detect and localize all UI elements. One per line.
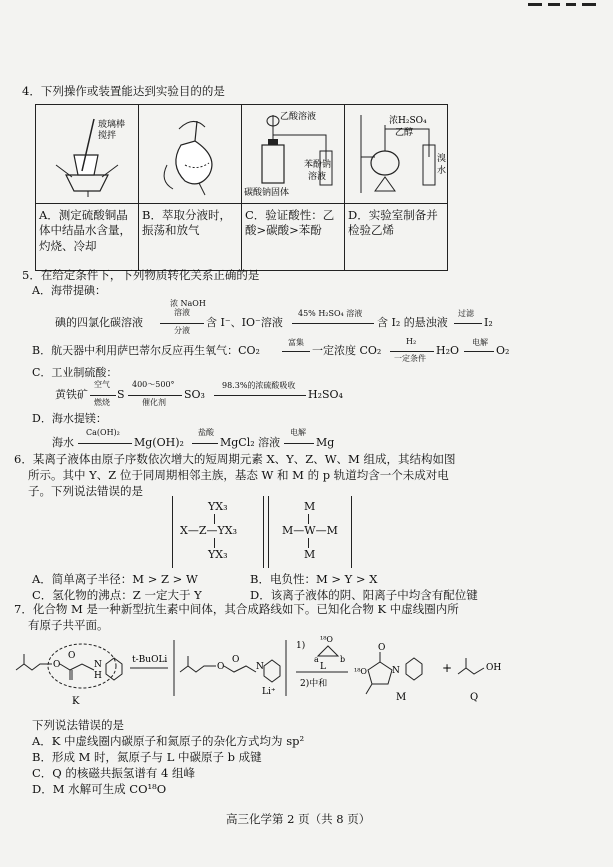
q4-stem: 4．下列操作或装置能达到实验目的的是	[22, 84, 225, 98]
svg-text:1): 1)	[296, 641, 306, 651]
anion-row: M—W—M	[282, 524, 338, 537]
svg-text:2)中和: 2)中和	[300, 679, 328, 689]
q6-stem-line3: 子。下列说法错误的是	[28, 484, 143, 498]
q5-d-arrow2-line	[192, 443, 218, 444]
anion-bond-down	[308, 538, 309, 548]
svg-text:¹⁸O: ¹⁸O	[320, 635, 333, 644]
q5-c-arrow2-top: 400～500°	[132, 380, 175, 389]
synthesis-scheme	[8, 634, 608, 714]
q7-question: 下列说法错误的是	[32, 718, 124, 732]
q5-d-arrow2-top: 盐酸	[198, 428, 214, 437]
svg-text:¹⁸O: ¹⁸O	[354, 667, 367, 676]
cation-top: YX₃	[208, 500, 228, 513]
svg-text:L: L	[320, 662, 326, 672]
anion-bond-up	[308, 514, 309, 524]
svg-text:O: O	[68, 651, 76, 661]
svg-text:t-BuOLi: t-BuOLi	[132, 655, 168, 665]
q5-a-end: I₂	[484, 316, 493, 329]
q5-b-mid: 一定浓度 CO₂	[312, 344, 382, 357]
q5-c-end: H₂SO₄	[308, 388, 343, 401]
q5-b-arrow2-top: H₂	[406, 337, 417, 346]
svg-text:b: b	[340, 655, 346, 664]
svg-text:Q: Q	[470, 692, 479, 703]
anion-top: M	[304, 500, 316, 513]
q4-option-c: C．验证酸性：乙酸>碳酸>苯酚	[242, 203, 345, 270]
q5-c-head: C．工业制硫酸：	[32, 366, 118, 379]
svg-text:M: M	[396, 692, 407, 703]
svg-text:搅拌: 搅拌	[98, 131, 117, 141]
q5-a-arrow2-line	[292, 323, 374, 324]
q6-option-a: A．简单离子半径：M > Z > W	[32, 572, 198, 586]
cation-bond-up	[214, 514, 215, 524]
q5-c-arrow3-line	[214, 395, 306, 396]
svg-text:溶液: 溶液	[308, 172, 327, 182]
q5-c-start: 黄铁矿	[55, 388, 88, 401]
q5-d-arrow3-line	[284, 443, 314, 444]
q6-stem-line2: 所示。其中 Y、Z 位于同周期相邻主族，基态 W 和 M 的 p 轨道均含一个未成对电	[28, 468, 449, 482]
q5-a-arrow1-line	[160, 323, 204, 324]
svg-text:溴: 溴	[437, 154, 447, 164]
svg-text:玻璃棒: 玻璃棒	[98, 120, 126, 130]
cation-bond-down	[214, 538, 215, 548]
q7-stem-line1: 7．化合物 M 是一种新型抗生素中间体，其合成路线如下。已知化合物 K 中虚线圈内所	[14, 602, 459, 616]
q4-option-b: B．萃取分液时，振荡和放气	[139, 203, 242, 270]
separatory-funnel-icon	[139, 105, 241, 199]
top-rule	[582, 3, 596, 6]
q5-b-arrow1: 富集	[288, 338, 304, 347]
q6-option-b: B．电负性：M > Y > X	[250, 572, 378, 586]
q5-c-s: S	[117, 388, 125, 401]
q5-d-mid: Mg(OH)₂	[134, 436, 184, 449]
cation-bottom: YX₃	[208, 548, 228, 561]
q5-a-mid: 含 I⁻、IO⁻溶液	[206, 316, 283, 329]
q7-option-d: D．M 水解可生成 CO¹⁸O	[32, 782, 167, 796]
q5-d-end: Mg	[316, 436, 335, 449]
q4-figure-b	[139, 105, 242, 204]
q5-a-arrow3-line	[454, 323, 482, 324]
svg-text:O: O	[232, 655, 240, 665]
q5-c-arrow1-bot: 燃烧	[94, 398, 110, 407]
crucible-apparatus-icon	[36, 105, 138, 199]
q5-stem: 5．在给定条件下，下列物质转化关系正确的是	[22, 268, 260, 282]
q6-option-d: D．该离子液体的阴、阳离子中均含有配位键	[250, 588, 478, 602]
q4-option-d: D．实验室制备并检验乙烯	[345, 203, 448, 270]
svg-text:OH: OH	[486, 663, 502, 673]
q7-option-a: A．K 中虚线圈内碳原子和氮原子的杂化方式均为 sp²	[32, 734, 305, 748]
q5-d-arrow1-top: Ca(OH)₂	[86, 428, 120, 437]
top-rule	[528, 3, 542, 6]
q5-a-arrow1-bot: 分液	[174, 326, 190, 335]
svg-text:a: a	[314, 655, 319, 664]
svg-text:O: O	[378, 643, 386, 653]
page-footer: 高三化学第 2 页（共 8 页）	[226, 812, 371, 826]
q5-c-arrow1-line	[90, 395, 116, 396]
cation-row: X—Z—YX₃	[180, 524, 237, 537]
q6-option-c: C．氢化物的沸点：Z 一定大于 Y	[32, 588, 202, 602]
q5-a-start: 碘的四氯化碳溶液	[55, 316, 143, 329]
q5-b-arrow1-line	[282, 351, 310, 352]
q5-b-end: O₂	[496, 344, 510, 357]
svg-text:O: O	[53, 660, 61, 670]
svg-text:苯酚钠: 苯酚钠	[304, 160, 332, 170]
q5-b-head: B．航天器中利用萨巴蒂尔反应再生氧气：CO₂	[32, 344, 260, 357]
q7-option-b: B．形成 M 时，氮原子与 L 中碳原子 b 成键	[32, 750, 262, 764]
svg-text:N: N	[256, 662, 264, 672]
q5-b-arrow2-line	[390, 351, 434, 352]
svg-text:乙酸溶液: 乙酸溶液	[280, 112, 317, 122]
svg-text:O: O	[217, 662, 225, 672]
svg-text:碳酸钠固体: 碳酸钠固体	[244, 188, 290, 198]
q7-option-c: C．Q 的核磁共振氢谱有 4 组峰	[32, 766, 196, 780]
svg-text:Li⁺: Li⁺	[262, 687, 276, 697]
top-rule	[566, 3, 576, 6]
anion-bottom: M	[304, 548, 316, 561]
q5-a-mid2: 含 I₂ 的悬浊液	[377, 316, 448, 329]
svg-text:K: K	[72, 696, 80, 707]
q4-figure-c	[242, 105, 345, 204]
q5-d-arrow3-top: 电解	[290, 428, 306, 437]
svg-text:浓H₂SO₄: 浓H₂SO₄	[389, 116, 427, 126]
svg-text:+: +	[442, 661, 453, 675]
acid-test-apparatus-icon	[242, 105, 344, 199]
q7-stem-line2: 有原子共平面。	[28, 618, 109, 632]
q4-figure-d	[345, 105, 448, 204]
q5-c-so3: SO₃	[184, 388, 205, 401]
q5-b-arrow3-line	[464, 351, 494, 352]
q5-b-arrow2-bot: 一定条件	[394, 354, 426, 363]
svg-text:乙醇: 乙醇	[395, 128, 414, 138]
q5-d-head: D．海水提镁：	[32, 412, 107, 425]
q5-d-mid2: MgCl₂ 溶液	[220, 436, 281, 449]
q5-a-arrow1-top1: 浓 NaOH	[170, 299, 206, 308]
q5-b-mid2: H₂O	[436, 344, 460, 357]
q6-stem-line1: 6．某离子液体由原子序数依次增大的短周期元素 X、Y、Z、W、M 组成，其结构如图	[14, 452, 456, 466]
q5-b-arrow3: 电解	[472, 338, 488, 347]
q4-option-a: A．测定硫酸铜晶体中结晶水含量，灼烧、冷却	[36, 203, 139, 270]
svg-text:N: N	[94, 660, 102, 670]
q5-a-arrow1-top2: 溶液	[174, 308, 190, 317]
q5-c-arrow3-top: 98.3%的浓硫酸吸收	[222, 381, 296, 390]
ethylene-prep-apparatus-icon	[345, 105, 447, 199]
q5-a-arrow3-top: 过滤	[458, 309, 474, 318]
q5-c-arrow1-top: 空气	[94, 380, 110, 389]
q5-d-arrow1-line	[78, 443, 132, 444]
q5-a-arrow2-top: 45% H₂SO₄ 溶液	[298, 309, 363, 318]
q4-figure-a	[36, 105, 139, 204]
svg-text:N: N	[392, 666, 400, 676]
q5-c-arrow2-bot: 催化剂	[142, 398, 166, 407]
q4-options-table	[35, 104, 448, 271]
top-rule	[548, 3, 560, 6]
q5-c-arrow2-line	[128, 395, 182, 396]
svg-text:水: 水	[437, 166, 447, 176]
svg-text:H: H	[94, 671, 102, 681]
q5-d-start: 海水	[52, 436, 74, 449]
q5-a-head: A．海带提碘：	[32, 284, 106, 297]
